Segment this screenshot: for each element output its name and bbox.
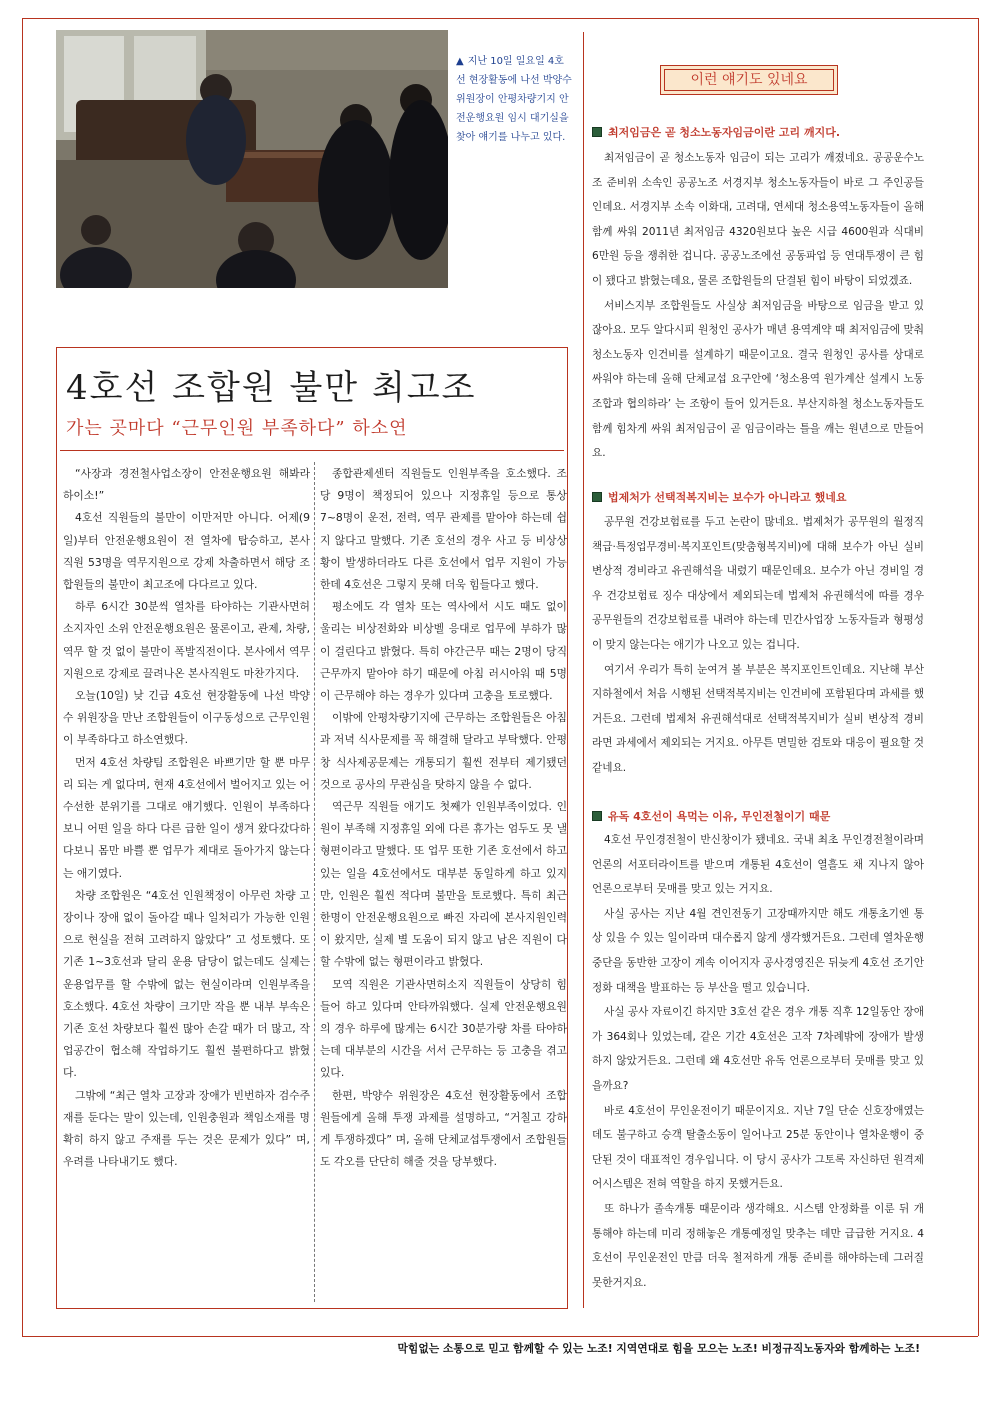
page-border-left xyxy=(22,18,23,1336)
headline-rule xyxy=(60,450,564,451)
article-paragraph: 4호선 직원들의 불만이 이만저만 아니다. 어제(9일)부터 안전운행요원이 전 열차에 탑승하고, 본사 직원 53명을 역무지원으로 강제 차출하면서 해당 조합원들의 불만이 최고조에 다다르고 있다. xyxy=(63,511,310,592)
article-paragraph: 하루 6시간 30분씩 열차를 타야하는 기관사면허소지자인 소위 안전운행요원은 물론이고, 관제, 차량, 역무 할 것 없이 불만이 폭발직전이다. 본사에서 역무지원으로 강제로 끌려나온 본사직원도 마찬가지다. xyxy=(63,600,310,680)
page-border-top xyxy=(22,18,978,19)
article-paragraph: 그밖에 “최근 열차 고장과 장애가 빈번하자 검수주재를 둔다는 말이 있는데, 인원충원과 책임소재를 명확히 하지 않고 주재를 두는 것은 문제가 있다” 며, 우려를 나타내기도 했다. xyxy=(63,1088,310,1169)
side-paragraph: 공무원 건강보험료를 두고 논란이 많네요. 법제처가 공무원의 월정직책급·특정업무경비·복지포인트(맞춤형복지비)에 대해 보수가 아닌 실비 변상적 경비라고 유권해석을 내렸기 때문인데요. 보수가 아닌 경비일 경우 건강보험료 징수 대상에서 제외되는데 법제처 유권해석에 따를 경우 공무원들의 건강보험료를 내려야 하는데 민간사업장 노동자들과 형평성이 맞지 않는다는 애기가 나오고 있는 겁니다. xyxy=(592,516,924,651)
side-paragraph: 사실 공사는 지난 4월 견인전동기 고장때까지만 해도 개통초기엔 통상 있을 수 있는 일이라며 대수롭지 않게 생각했거든요. 그런데 열차운행중단을 동반한 고장이 계속 이어지자 공사경영진은 뒤늦게 4호선 조기안정화 대책을 발표하는 등 부산을 떨고 있습니다. xyxy=(592,907,924,994)
footer-slogan: 막힘없는 소통으로 믿고 함께할 수 있는 노조! 지역연대로 힘을 모으는 노조! 비정규직노동자와 함께하는 노조! xyxy=(397,1342,920,1355)
article-paragraph: 종합관제센터 직원들도 인원부족을 호소했다. 조당 9명이 책정되어 있으나 지정휴일 등으로 통상 7~8명이 운전, 전력, 역무 관제를 맡아야 하는데 쉽지 않다고 말했다. 기존 호선의 경우 사고 등 비상상황이 발생하더라도 다른 호선에서 업무 지원이 가능한데 4호선은 그렇지 못해 더욱 힘들다고 했다. xyxy=(320,467,567,592)
side-paragraph: 또 하나가 졸속개통 때문이라 생각해요. 시스템 안정화를 이룬 뒤 개통해야 하는데 미리 정해놓은 개통예정일 맞추는 데만 급급한 거지요. 4호선이 무인운전인 만큼 더욱 철저하게 개통 준비를 해야하는데 그러질 못한거지요. xyxy=(592,1202,924,1289)
side-paragraph: 최저임금이 곧 청소노동자 임금이 되는 고리가 깨졌네요. 공공운수노조 준비위 소속인 공공노조 서경지부 청소노동자들이 바로 그 주인공들인데요. 서경지부 소속 이화대, 고려대, 연세대 청소용역노동자들이 올해 함께 싸워 2011년 최저임금 4320원보다 높은 시급 4600원과 식대비 6만원 등을 쟁취한 겁니다. 공공노조에선 공동파업 등 연대투쟁이 큰 힘이 됐다고 밝혔는데요, 물론 조합원들의 단결된 힘이 바탕이 되었겠죠. xyxy=(592,152,924,287)
checkbox-icon xyxy=(592,811,602,821)
article-subhead: 가는 곳마다 “근무인원 부족하다” 하소연 xyxy=(66,418,408,439)
side-paragraph: 여기서 우리가 특히 눈여겨 볼 부분은 복지포인트인데요. 지난해 부산지하철에서 처음 시행된 선택적복지비는 인건비에 포함된다며 과세를 했거든요. 그런데 법제처 유권해석대로 선택적복지비가 실비 변상적 경비라면 과세에서 제외되는 거지요. 아무튼 면밀한 검토와 대응이 필요할 것 같네요. xyxy=(592,663,924,774)
article-paragraph: 평소에도 각 열차 또는 역사에서 시도 때도 없이 울리는 비상전화와 비상벨 응대로 업무에 부하가 많이 걸린다고 밝혔다. 특히 야간근무 때는 2명이 당직근무까지 맡아야 하기 때문에 아침 러시아워 때 5명이 근무해야 하는 경우가 있다며 고충을 토로했다. xyxy=(320,600,567,703)
checkbox-icon xyxy=(592,492,602,502)
photo-caption xyxy=(456,52,572,147)
article-paragraph: 먼저 4호선 차량팀 조합원은 바쁘기만 할 뿐 마무리 되는 게 없다며, 현재 4호선에서 벌어지고 있는 어수선한 분위기를 그대로 얘기했다. 인원이 부족하다보니 어떤 일을 하다 다른 급한 일이 생겨 왔다갔다하다보니 몸만 바쁠 뿐 업무가 제대로 돌아가지 않는다는 애기였다. xyxy=(63,755,310,880)
side-section-body xyxy=(592,510,924,781)
side-section-heading xyxy=(592,808,922,824)
column-divider xyxy=(583,32,584,1308)
article-paragraph: 오늘(10일) 낮 긴급 4호선 현장활동에 나선 박양수 위원장을 만난 조합원들이 이구동성으로 근무인원이 부족하다고 하소연했다. xyxy=(63,689,310,747)
article-paragraph: 역근무 직원들 애기도 첫째가 인원부족이었다. 인원이 부족해 지정휴일 외에 다른 휴가는 엄두도 못 낼 형편이라고 말했다. 또 업무 또한 기존 호선에서 하고 있는 일을 4호선에서도 대부분 동일하게 하고 있지만, 인원은 훨씬 적다며 불만을 토로했다. 특히 최근 한명이 안전운행요원으로 빠진 자리에 본사지원인력이 왔지만, 실제 별 도움이 되지 않고 남은 직원이 다 할 수밖에 없는 형편이라고 밝혔다. xyxy=(320,800,567,969)
side-title-box xyxy=(660,65,838,95)
article-paragraph: 차량 조합원은 “4호선 인원책정이 아무런 차량 고장이나 장애 없이 돌아갈 때나 일처리가 가능한 인원으로 현실을 전혀 고려하지 않았다” 고 성토했다. 또 기존 1~3호선과 달리 운용 담당이 없는데도 실제는 운용업무를 할 수밖에 없는 현실이라며 인원부족을 호소했다. 4호선 차량이 크기만 작을 뿐 내부 부속은 기존 호선 차량보다 훨씬 많아 손갈 때가 더 많고, 작업공간이 협소해 작업하기도 훨씬 불편하다고 밝혔다. xyxy=(63,888,310,1080)
side-section-body xyxy=(592,828,924,1295)
article-column-2 xyxy=(320,463,567,1174)
article-column-divider xyxy=(314,462,315,1302)
checkbox-icon xyxy=(592,127,602,137)
article-paragraph: “사장과 경전철사업소장이 안전운행요원 해봐라 하이소!” xyxy=(63,467,310,503)
side-title: 이런 얘기도 있네요 xyxy=(664,69,834,91)
page-border-bottom xyxy=(22,1336,978,1337)
photo-caption-text: 지난 10일 일요일 4호선 현장활동에 나선 박양수 위원장이 안평차량기지 안전운행요원 임시 대기실을 찾아 얘기를 나누고 있다. xyxy=(456,56,572,143)
article-paragraph: 이밖에 안평차량기지에 근무하는 조합원들은 아침과 저녁 식사문제를 꼭 해결해 달라고 부탁했다. 안평창 식사제공문제는 개통되기 훨씬 전부터 제기됐던 것으로 공사의 무관심을 탓하지 않을 수 없다. xyxy=(320,711,567,791)
side-paragraph: 바로 4호선이 무인운전이기 때문이지요. 지난 7일 단순 신호장애였는데도 불구하고 승객 탈출소동이 일어나고 25분 동안이나 열차운행이 중단된 것이 대표적인 경우입니다. 이 당시 공사가 그토록 자신하던 원격제어시스템은 전혀 역할을 하지 못했거든요. xyxy=(592,1104,924,1191)
meeting-photo xyxy=(56,30,448,288)
article-paragraph: 모역 직원은 기관사면허소지 직원들이 상당히 힘들어 하고 있다며 안타까워했다. 실제 안전운행요원의 경우 하루에 많게는 6시간 30분가량 차를 타야하는데 대부분의 시간을 서서 근무하는 등 고충을 겪고 있다. xyxy=(320,977,567,1080)
page-border-right xyxy=(978,18,979,1336)
side-paragraph: 4호선 무인경전철이 반신창이가 됐네요. 국내 최초 무인경전철이라며 언론의 서포터라이트를 받으며 개통된 4호선이 열흘도 채 지나지 않아 언론으로부터 뭇매를 맞고 있는 거지요. xyxy=(592,834,924,896)
side-section-heading xyxy=(592,489,922,505)
article-paragraph: 한편, 박양수 위원장은 4호선 현장활동에서 조합원들에게 올해 투쟁 과제를 설명하고, “거칠고 강하게 투쟁하겠다” 며, 올해 단체교섭투쟁에서 조합원들도 각오를 단단히 해줄 것을 당부했다. xyxy=(320,1088,567,1169)
article-column-1 xyxy=(63,463,310,1174)
article-headline: 4호선 조합원 불만 최고조 xyxy=(66,368,477,408)
side-section-heading xyxy=(592,124,922,140)
side-section-heading-text: 최저임금은 곧 청소노동자임금이란 고리 깨지다. xyxy=(608,126,841,139)
triangle-up-icon: ▲ xyxy=(456,56,464,67)
side-section-heading-text: 법제처가 선택적복지비는 보수가 아니라고 했네요 xyxy=(608,491,847,504)
side-paragraph: 사실 공사 자료이긴 하지만 3호선 같은 경우 개통 직후 12일동안 장애가 364회나 있었는데, 같은 기간 4호선은 고작 7차례밖에 장애가 발생하지 않았거든요. 그런데 왜 4호선만 유독 언론으로부터 뭇매를 맞고 있을까요? xyxy=(592,1006,924,1092)
side-section-heading-text: 유독 4호선이 욕먹는 이유, 무인전철이기 때문 xyxy=(608,810,831,823)
side-section-body xyxy=(592,146,924,466)
side-paragraph: 서비스지부 조합원들도 사실상 최저임금을 바탕으로 임금을 받고 있잖아요. 모두 알다시피 원청인 공사가 매년 용역계약 때 최저임금에 맞춰 청소노동자 인건비를 설계하기 때문이고요. 결국 원청인 공사를 상대로 싸워야 하는데 올해 단체교섭 요구안에 ‘청소용역 원가계산 설계시 노동조합과 협의하라’ 는 조항이 들어 있거든요. 부산지하철 청소노동자들도 함께 힘차게 싸워 최저임금이 곧 임금이라는 틀을 깨는 원년으로 만들어요. xyxy=(592,299,924,460)
